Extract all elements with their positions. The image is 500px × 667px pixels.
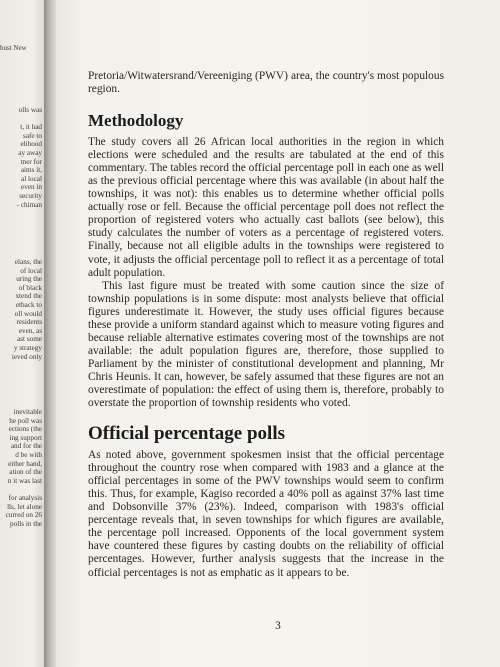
left-page-fragments-2 (0, 258, 44, 361)
left-page-fragment-line: xtend the (15, 292, 42, 301)
left-page-edge (0, 0, 46, 667)
left-page-fragment-line: curred on 26 (5, 511, 42, 520)
left-page-fragment-line: d be with (15, 450, 42, 459)
official-polls-heading: Official percentage polls (88, 423, 286, 445)
left-page-fragment-line: etback to (15, 300, 42, 309)
intro-paragraph: Pretoria/Witwatersrand/Vereeniging (PWV) area, the country's most populous region. (88, 70, 444, 96)
left-page-fragment-line: he poll was (9, 416, 42, 425)
methodology-paragraph-2: This last figure must be treated with some caution since the size of township populations is in some dispute: most analysts believe that official figures underestimate it. However, the study uses official figures because these provide a uniform standard against which to measure voting figures and because reliable alternative estimates covering most of the townships are not available: the adult population figures are, therefore, those supplied to Parliament by the minister of constitutional development and planning, Mr Chris Heunis. It can, however, be safely assumed that these figures are not an overestimate of population: the effect of using them is, therefore, probably to overstate the proportion of township residents who voted. (88, 279, 444, 410)
left-page-fragment-line: uring the (16, 275, 42, 284)
left-page-fragment-line: even, as (18, 326, 42, 335)
left-page-fragment-line: lls, let alone (7, 502, 42, 511)
left-page-fragment-line: of local (20, 266, 42, 275)
left-page-fragment-line: tner for (20, 157, 42, 166)
page-content (88, 70, 444, 580)
left-page-fragment-line: inevitable (13, 408, 42, 416)
left-page-fragment-line: safe to (23, 131, 42, 140)
official-polls-paragraph: As noted above, government spokesmen insist that the official percentage throughout the country rose when compared with 1983 and a glance at the official percentages in some of the PWV townships would seem to confirm this. Thus, for example, Kagiso recorded a 40% poll as against 37% last time and Dobsonville 37% (23%). Indeed, comparison with 1983's official percentage reveals that, in seven townships for which figures are available, the percentage poll increased. Opponents of the local government system have countered these figures by casting doubts on the reliability of official percentages. However, further analysis suggests that the increase in the official percentages is not as emphatic as it appears to be. (88, 449, 444, 579)
left-page-fragment-line: security (19, 191, 42, 200)
left-page-fragment-line: either hand, (8, 459, 42, 468)
left-page-fragment-line: ation of the (9, 468, 42, 477)
left-page-fragment-line: aims it, (20, 166, 42, 175)
left-page-fragment-line: even in (21, 183, 42, 192)
left-page-fragment-line: and for the (10, 442, 42, 451)
left-page-fragment-line: elihood (20, 140, 42, 149)
left-page-fragment-line: ing support (9, 433, 42, 442)
methodology-paragraph-1: The study covers all 26 African local authorities in the region in which elections were scheduled and the results are tabulated at the end of this commentary. The tables record the official percentage poll in each one as well as the previous official percentage where this was available (in about half the townships, it was not): this enables us to determine whether official polls actually rose or fell. Because the official percentage poll does not reflect the proportion of registered voters who actually cast ballots (see below), this study calculates the number of voters as a percentage of registered voters. Finally, because not all eligible adults in the townships were registered to vote, it adjusts the official percentage poll to reflect it as a percentage of total adult population. (88, 136, 444, 279)
left-page-fragment-line: elans, the (14, 258, 42, 266)
left-page-fragments-3 (0, 408, 44, 528)
left-page-fragment-line: of black (18, 283, 42, 292)
left-page-fragment-line: ast some (17, 335, 42, 344)
left-page-fragment-line: residents (16, 318, 42, 327)
left-page-fragment-line: for analysis (8, 493, 42, 502)
left-page-fragment-line: polls in the (10, 519, 42, 528)
left-page-fragment-line (0, 485, 44, 494)
page-number: 3 (275, 620, 281, 632)
left-page-fragment-line: ay away (18, 148, 42, 157)
left-page-fragment-line: ections (the (8, 425, 42, 434)
left-page-header: bust New (0, 44, 27, 52)
left-page-fragment-line: - chiman (16, 200, 42, 209)
left-page-fragment-line: oll would (14, 309, 42, 318)
left-page-fragment-line: ieved only (11, 352, 42, 361)
methodology-heading: Methodology (88, 111, 184, 131)
left-page-fragment-line (0, 115, 44, 124)
right-page (56, 0, 500, 667)
left-page-fragment-line: y strategy (13, 343, 42, 352)
left-page-fragment-line: olls was (18, 106, 42, 114)
left-page-fragment-line: al local (21, 174, 42, 183)
left-page-fragments-1 (0, 106, 44, 209)
left-page-fragment-line: n it was last (7, 476, 42, 485)
left-page-fragment-line: t, it had (20, 123, 42, 132)
